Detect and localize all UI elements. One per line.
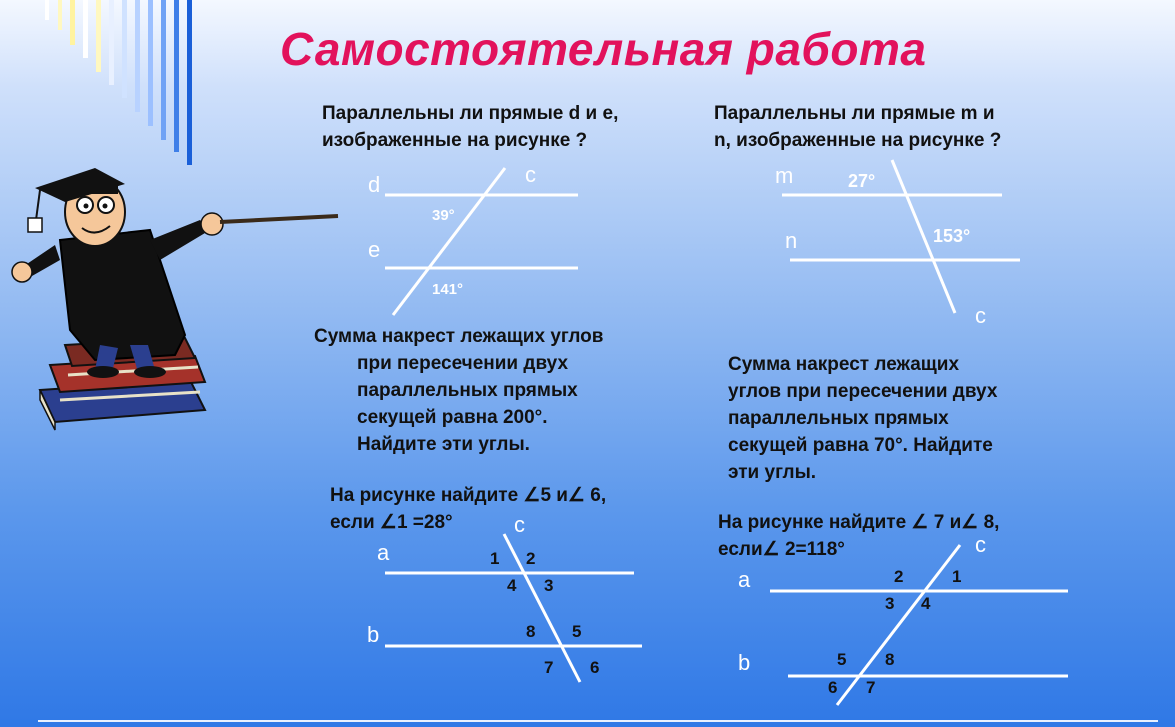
label-b: b [738,650,751,675]
label-a: a [377,540,390,565]
decorative-stripes [0,0,200,170]
angle-5: 5 [837,650,847,669]
task4-text [728,351,997,486]
task5-diagram [362,512,652,684]
task1-line1: Параллельны ли прямые d и e, [322,103,619,124]
angle-39: 39° [432,207,455,224]
slide-title: Самостоятельная работа [280,23,927,75]
task3-line4: секущей равна 200°. [357,407,548,428]
angle-3: 3 [885,594,895,613]
task4-line2: углов при пересечении двух [728,381,998,402]
angle-7: 7 [544,658,554,677]
label-d: d [368,172,381,197]
angle-6: 6 [828,678,838,697]
professor-figure [12,168,338,378]
angle-1: 1 [952,567,962,586]
task3-line2: при пересечении двух [357,353,569,374]
professor-illustration [0,160,345,440]
task2-line2: n, изображенные на рисунке ? [714,130,1002,151]
line-c [504,534,580,682]
angle-2: 2 [526,549,536,568]
angle-8: 8 [885,650,895,669]
task6-line2: если∠ 2=118° [718,539,845,560]
angle-1: 1 [490,549,500,568]
angle-2: 2 [894,567,904,586]
label-a: a [738,567,751,592]
task2-line1: Параллельны ли прямые m и [714,103,995,124]
task2-question [714,100,1001,154]
angle-141: 141° [432,281,464,298]
task3-line1: Сумма накрест лежащих углов [314,326,604,347]
label-c: c [975,532,986,557]
task3-line5: Найдите эти углы. [357,434,530,455]
angle-27: 27° [848,171,876,191]
label-c: c [525,162,536,187]
label-m: m [775,163,794,188]
task4-line4: секущей равна 70°. Найдите [728,435,993,456]
angle-7: 7 [866,678,876,697]
angle-4: 4 [921,594,931,613]
task5-line1: На рисунке найдите ∠5 и∠ 6, [330,485,607,506]
angle-153: 153° [933,226,971,246]
bottom-divider [38,720,1158,722]
label-b: b [367,622,380,647]
task1-diagram [360,160,590,320]
angle-4: 4 [507,576,517,595]
angle-5: 5 [572,622,582,641]
task4-line3: параллельных прямых [728,408,949,429]
label-n: n [785,228,798,253]
label-c: c [514,512,525,537]
task6-line1: На рисунке найдите ∠ 7 и∠ 8, [718,512,1000,533]
label-e: e [368,237,381,262]
label-c: c [975,303,986,328]
angle-3: 3 [544,576,554,595]
task4-line5: эти углы. [728,462,817,483]
task5-line2: если ∠1 =28° [330,512,453,533]
task1-question [322,100,618,154]
angle-8: 8 [526,622,536,641]
task6-diagram [730,530,1075,708]
task4-line1: Сумма накрест лежащих [728,354,960,375]
task1-line2: изображенные на рисунке ? [322,130,588,151]
task3-text [314,323,603,458]
task3-line3: параллельных прямых [357,380,578,401]
angle-6: 6 [590,658,600,677]
task2-diagram [770,158,1030,328]
